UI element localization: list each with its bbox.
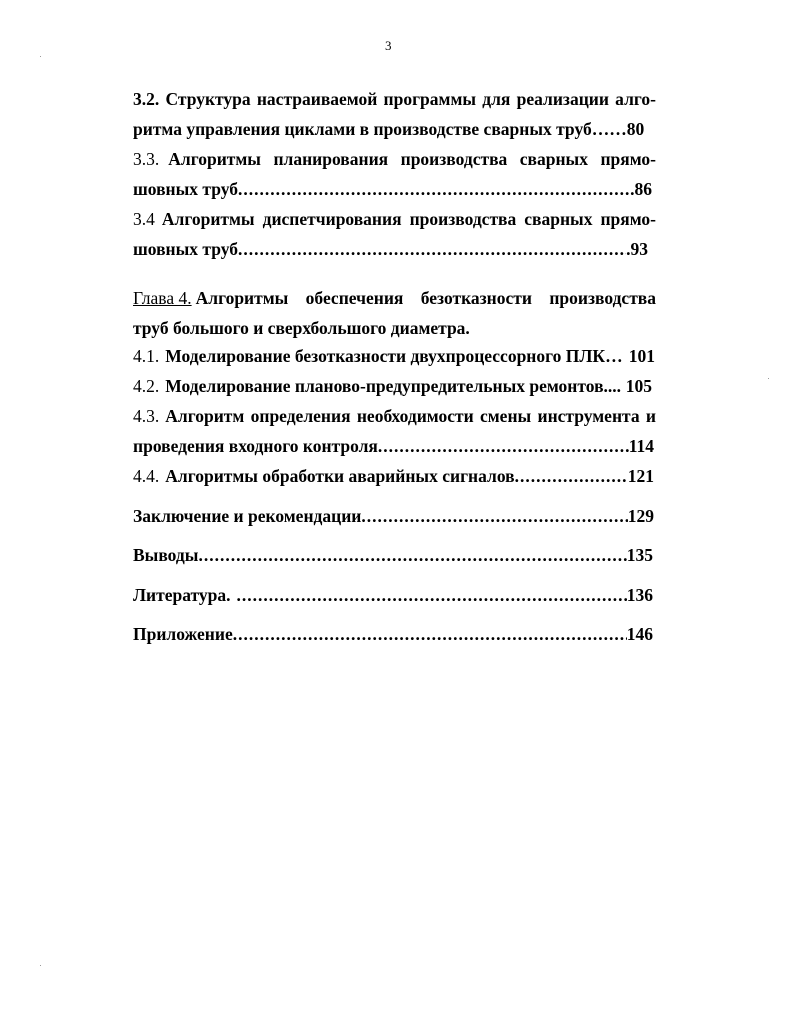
page-number: 3: [385, 38, 392, 53]
toc-entry-conclusions-leader: [198, 544, 626, 566]
toc-entry-4-3-leader: [378, 435, 629, 457]
toc-entry-4-4-page: 121: [627, 466, 654, 486]
toc-entry-3-3-title: Алгоритмы планирования производства сварных прямо-: [168, 149, 656, 169]
toc-entry-appendix: [133, 623, 653, 645]
toc-entry-4-2-title: Моделирование планово-предупредительных ремонтов....: [165, 376, 622, 396]
toc-entry-4-1-page: 101: [628, 346, 655, 366]
toc-entry-3-2-line1: 3.2. Структура настраиваемой программы для реализации алго-: [133, 89, 656, 109]
chapter-4-label: Глава 4.: [133, 288, 192, 308]
toc-entry-4-4-leader: [515, 465, 628, 487]
toc-entry-3-4-num: 3.4: [133, 209, 155, 229]
toc-entry-4-1: [133, 345, 655, 367]
toc-entry-3-3-page: .86: [630, 179, 652, 199]
toc-entry-4-3-num: 4.3.: [133, 406, 160, 426]
toc-entry-4-1-num: 4.1.: [133, 346, 160, 366]
toc-entry-3-3-line2: [133, 178, 652, 200]
toc-entry-conclusion: [133, 505, 654, 527]
toc-entry-4-3-line1: [133, 405, 656, 427]
toc-entry-literature-page: 136: [626, 585, 653, 605]
toc-entry-4-3-page: 114: [628, 436, 654, 456]
toc-entry-3-4-line2: [133, 238, 648, 260]
toc-entry-3-4-page: .93: [626, 239, 648, 259]
scan-speck: [40, 56, 41, 57]
toc-entry-conclusions-title: Выводы: [133, 545, 199, 565]
toc-entry-4-2-page: 105: [625, 376, 652, 396]
toc-entry-3-3-text: шовных труб: [133, 179, 238, 199]
scan-speck: [768, 378, 769, 379]
toc-entry-appendix-leader: [233, 623, 627, 645]
toc-entry-3-2-line2: [133, 118, 653, 140]
toc-entry-3-2-page: 80: [626, 119, 645, 139]
toc-entry-conclusions-page: 135: [626, 545, 653, 565]
toc-entry-3-3-line1: [133, 148, 656, 170]
toc-entry-literature-leader: [237, 584, 627, 606]
toc-entry-3-3-leader: [238, 178, 630, 200]
toc-entry-4-4-title: Алгоритмы обработки аварийных сигналов: [165, 466, 515, 486]
toc-entry-3-2-text: ритма управления циклами в производстве сварных труб: [133, 119, 592, 139]
chapter-4-title-line1: Алгоритмы обеспечения безотказности производства: [195, 288, 656, 308]
chapter-4-heading: [133, 287, 656, 309]
toc-entry-conclusions: [133, 544, 653, 566]
toc-entry-4-2: [133, 375, 652, 397]
toc-entry-appendix-title: Приложение: [133, 624, 233, 644]
toc-entry-3-4-title: Алгоритмы диспетчирования производства сварных прямо-: [161, 209, 656, 229]
toc-entry-3-2-dots: ……: [591, 119, 627, 139]
toc-entry-4-3-line2: [133, 435, 654, 457]
toc-entry-3-4-text: шовных труб: [133, 239, 238, 259]
toc-entry-conclusion-leader: [361, 505, 627, 527]
toc-entry-4-2-num: 4.2.: [133, 376, 160, 396]
scan-speck: [40, 965, 41, 966]
toc-entry-appendix-page: 146: [626, 624, 653, 644]
toc-entry-4-4: [133, 465, 654, 487]
toc-entry-4-3-text: проведения входного контроля: [133, 436, 378, 456]
toc-entry-conclusion-title: Заключение и рекомендации: [133, 506, 362, 526]
toc-entry-literature: [133, 584, 653, 606]
toc-entry-3-4-line1: [133, 208, 656, 230]
toc-entry-3-4-leader: [238, 238, 626, 260]
toc-entry-conclusion-page: 129: [627, 506, 654, 526]
toc-entry-4-1-title: Моделирование безотказности двухпроцессорного ПЛК…: [165, 346, 623, 366]
toc-entry-literature-title: Литература.: [133, 585, 231, 605]
chapter-4-title-line2: труб большого и сверхбольшого диаметра.: [133, 318, 470, 338]
toc-entry-3-3-num: 3.3.: [133, 149, 160, 169]
toc-entry-4-3-title: Алгоритм определения необходимости смены инструмента и: [165, 406, 656, 426]
toc-entry-4-4-num: 4.4.: [133, 466, 160, 486]
